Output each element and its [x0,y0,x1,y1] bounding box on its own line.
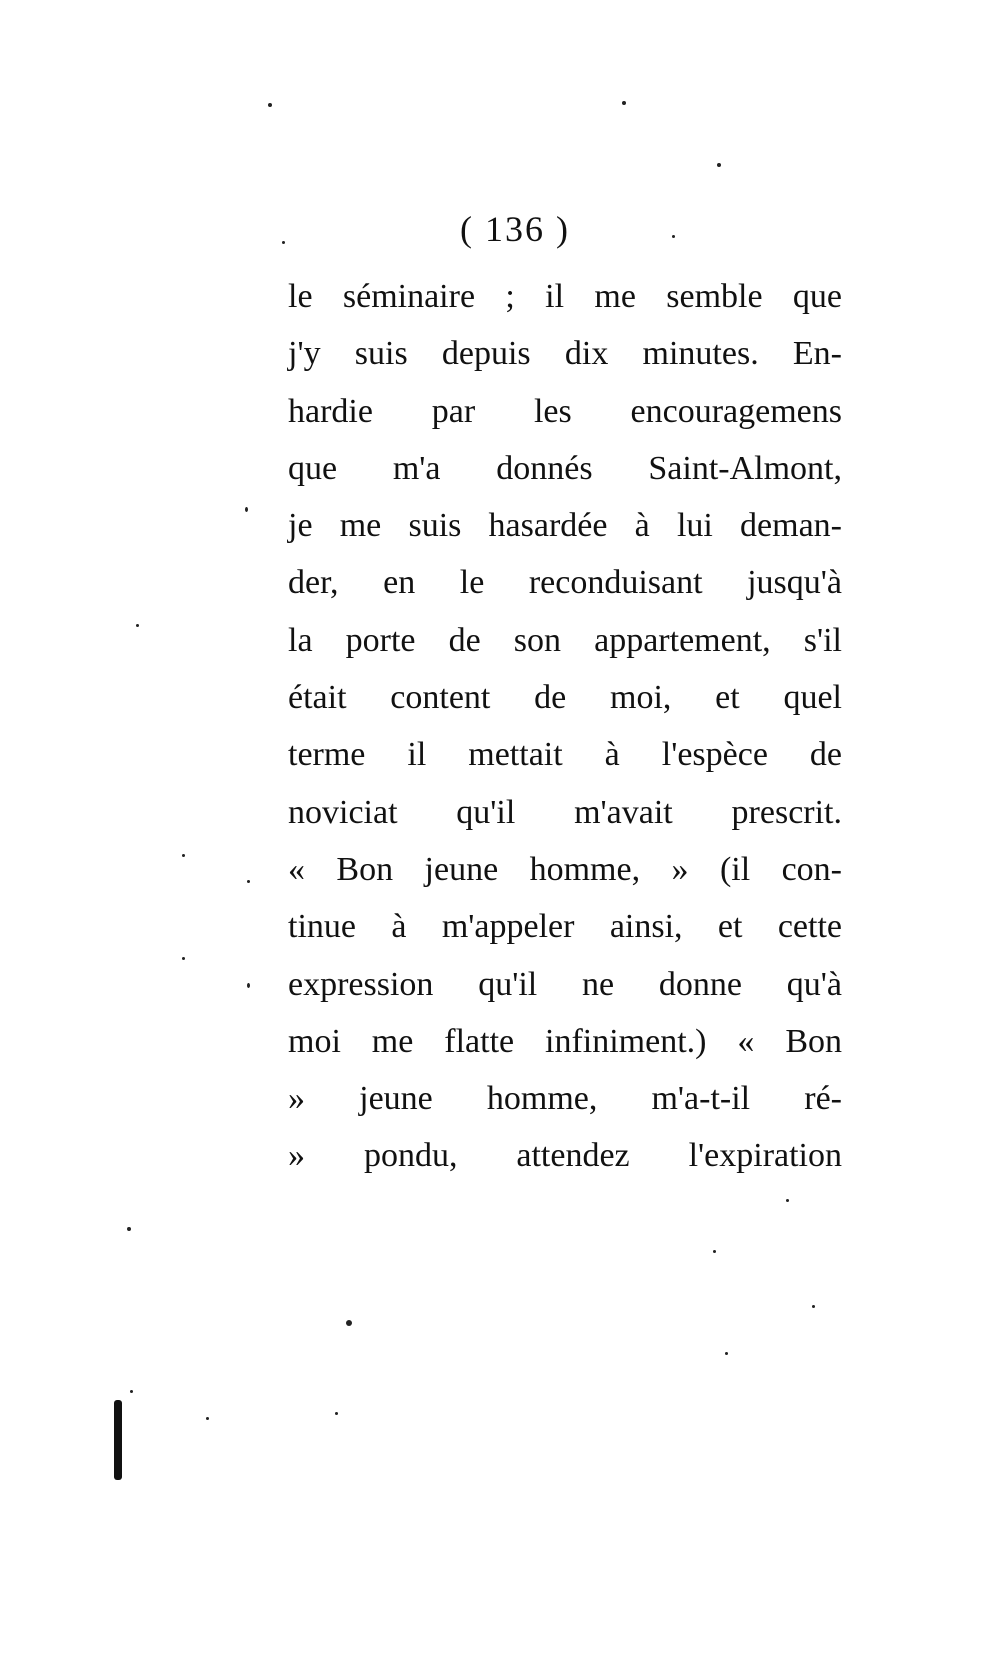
print-speck [247,880,250,883]
text-line: moi me flatte infiniment.) « Bon [288,1022,842,1060]
print-speck [206,1417,209,1420]
print-speck [245,507,248,512]
print-speck [713,1250,716,1253]
body-text [288,268,842,1185]
text-line: tinue à m'appeler ainsi, et cette [288,908,842,946]
text-line: était content de moi, et quel [288,679,842,717]
text-line: hardie par les encouragemens [288,392,842,430]
text-line: terme il mettait à l'espèce de [288,736,842,774]
print-speck [130,1390,133,1393]
print-speck [725,1352,728,1355]
print-speck [136,624,139,627]
print-speck [812,1305,815,1308]
text-line: » pondu, attendez l'expiration [288,1137,842,1175]
print-speck [127,1227,131,1231]
print-speck [622,101,626,105]
print-speck [282,241,285,244]
text-line: expression qu'il ne donne qu'à [288,965,842,1003]
print-speck [672,235,675,238]
print-speck [717,163,721,167]
text-line: « Bon jeune homme, » (il con- [288,850,842,888]
text-line: j'y suis depuis dix minutes. En- [288,335,842,373]
print-speck [268,103,272,107]
print-speck [182,854,185,857]
text-line: je me suis hasardée à lui deman- [288,507,842,545]
page-number: ( 136 ) [460,209,570,249]
text-line: der, en le reconduisant jusqu'à [288,564,842,602]
print-speck [182,957,185,960]
print-speck [346,1320,352,1326]
print-speck [247,983,250,988]
print-speck [786,1199,789,1202]
text-line: le séminaire ; il me semble que [288,278,842,315]
text-line: la porte de son appartement, s'il [288,621,842,659]
print-speck [335,1412,338,1415]
text-line: » jeune homme, m'a-t-il ré- [288,1080,842,1118]
text-line: noviciat qu'il m'avait prescrit. [288,793,842,831]
page-edge-mark [114,1400,122,1480]
text-line: que m'a donnés Saint-Almont, [288,449,842,487]
